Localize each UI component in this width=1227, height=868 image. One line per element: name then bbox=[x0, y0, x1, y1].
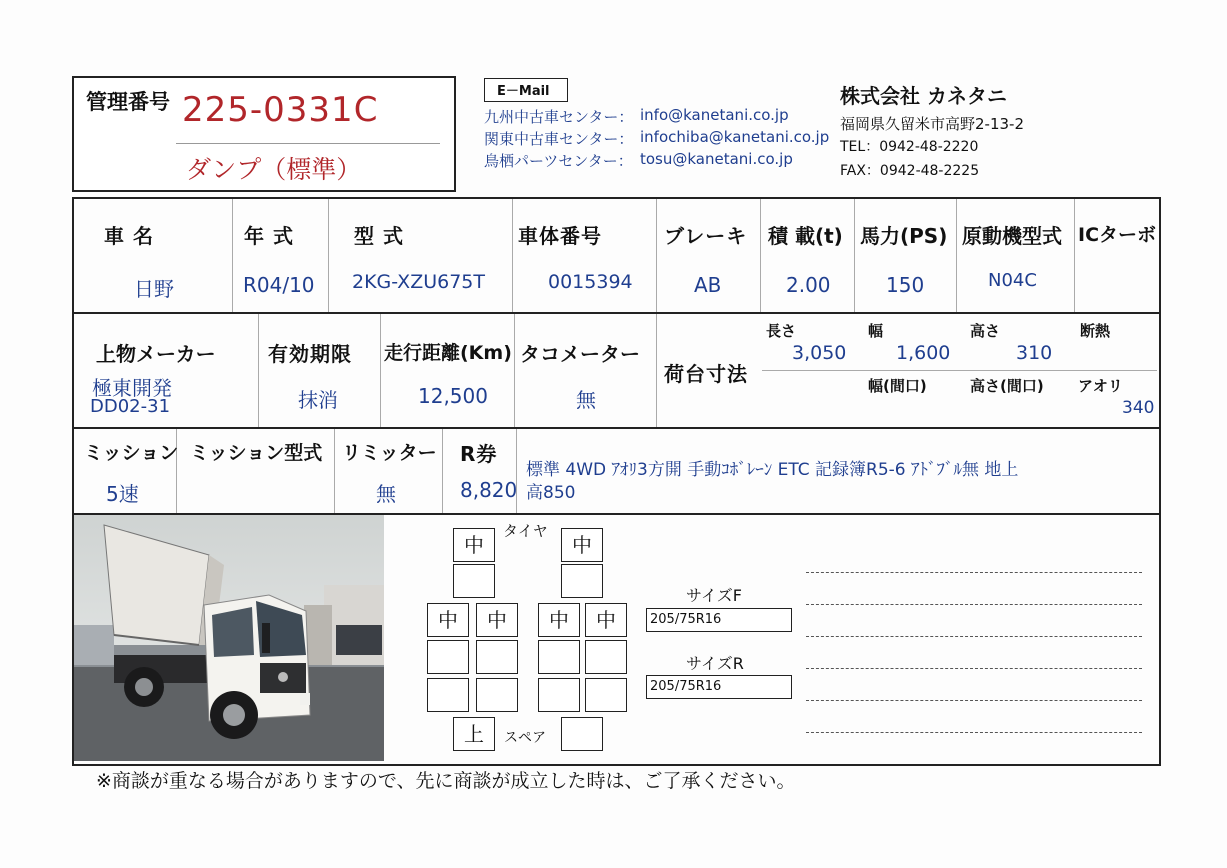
h-maker: 上物メーカー bbox=[96, 342, 216, 366]
email-center-3: 鳥栖パーツセンター： bbox=[484, 152, 633, 170]
h-dims: 荷台寸法 bbox=[664, 362, 748, 386]
size-r-value: 205/75R16 bbox=[646, 675, 792, 699]
h-valid: 有効期限 bbox=[268, 342, 352, 366]
h-power: 馬力(PS) bbox=[860, 224, 948, 248]
h-mission: ミッション bbox=[84, 442, 179, 464]
tire-rear-right-outer: 中 bbox=[585, 603, 627, 637]
notes-line-1: 標準 4WD ｱｵﾘ3方開 手動ｺﾎﾞﾚｰﾝ ETC 記録簿R5-6 ｱﾄﾞﾌﾞﾙ無 地上 bbox=[526, 460, 1019, 480]
tire-front-right-sub bbox=[561, 564, 603, 598]
v-brake: AB bbox=[694, 273, 722, 297]
tire-spare: 上 bbox=[453, 717, 495, 751]
v-model: 2KG-XZU675T bbox=[352, 271, 485, 293]
company-address: 福岡県久留米市高野2-13-2 bbox=[840, 115, 1024, 133]
l-height-open: 高さ(間口) bbox=[970, 377, 1044, 395]
email-address-1[interactable]: info@kanetani.co.jp bbox=[640, 106, 789, 124]
email-address-3[interactable]: tosu@kanetani.co.jp bbox=[640, 150, 793, 168]
v-maker-1: 極東開発 bbox=[92, 376, 172, 400]
h-tacho: タコメーター bbox=[520, 342, 640, 366]
size-r-label: サイズR bbox=[686, 654, 744, 673]
company-name: 株式会社 カネタニ bbox=[840, 84, 1007, 108]
h-year: 年 式 bbox=[244, 224, 294, 248]
l-height: 高さ bbox=[970, 322, 1001, 340]
l-width-open: 幅(間口) bbox=[868, 377, 927, 395]
tire-rear-left-outer: 中 bbox=[427, 603, 469, 637]
h-brake: ブレーキ bbox=[664, 224, 748, 248]
note-line bbox=[806, 604, 1142, 605]
h-engine: 原動機型式 bbox=[962, 224, 1062, 248]
v-aori: 340 bbox=[1122, 398, 1155, 418]
email-label: E－Mail bbox=[497, 84, 550, 99]
tire-rear-left-inner: 中 bbox=[476, 603, 518, 637]
v-load: 2.00 bbox=[786, 273, 831, 297]
h-load: 積 載(t) bbox=[768, 224, 843, 248]
h-limiter: リミッター bbox=[342, 442, 437, 464]
company-fax: FAX：0942-48-2225 bbox=[840, 163, 980, 179]
size-f-value: 205/75R16 bbox=[646, 608, 792, 632]
tire-front-left: 中 bbox=[453, 528, 495, 562]
h-chassis: 車体番号 bbox=[518, 224, 602, 248]
footer-note: ※商談が重なる場合がありますので、先に商談が成立した時は、ご了承ください。 bbox=[96, 770, 796, 792]
kanri-label: 管理番号 bbox=[86, 90, 170, 114]
email-center-1: 九州中古車センター： bbox=[484, 108, 634, 126]
v-limiter: 無 bbox=[376, 482, 396, 506]
v-maker-2: DD02-31 bbox=[90, 396, 171, 417]
v-year: R04/10 bbox=[243, 273, 315, 297]
email-address-2[interactable]: infochiba@kanetani.co.jp bbox=[640, 128, 830, 146]
v-mileage: 12,500 bbox=[418, 384, 488, 408]
v-car-name: 日野 bbox=[134, 277, 174, 301]
company-tel: TEL：0942-48-2220 bbox=[840, 139, 979, 155]
h-car-name: 車 名 bbox=[104, 224, 154, 248]
row-divider-1 bbox=[72, 312, 1159, 314]
h-turbo: ICターボ bbox=[1078, 224, 1157, 246]
h-mileage: 走行距離(Km) bbox=[384, 342, 512, 364]
category: ダンプ（標準） bbox=[186, 155, 362, 184]
row-divider-2 bbox=[72, 427, 1159, 429]
kanri-divider bbox=[176, 143, 440, 144]
tire-front-left-sub bbox=[453, 564, 495, 598]
v-mission: 5速 bbox=[106, 482, 139, 506]
h-model: 型 式 bbox=[354, 224, 404, 248]
tire-front-right: 中 bbox=[561, 528, 603, 562]
kanri-number: 225-0331C bbox=[182, 90, 379, 130]
l-width: 幅 bbox=[868, 322, 884, 340]
tire-spare-2 bbox=[561, 717, 603, 751]
l-insulation: 断熱 bbox=[1080, 322, 1111, 340]
l-length: 長さ bbox=[766, 322, 797, 340]
truck-photo bbox=[74, 515, 384, 761]
h-mission-type: ミッション型式 bbox=[190, 442, 323, 464]
note-line bbox=[806, 636, 1142, 637]
size-f-label: サイズF bbox=[686, 586, 742, 605]
note-line bbox=[806, 572, 1142, 573]
v-power: 150 bbox=[886, 273, 925, 297]
v-valid: 抹消 bbox=[298, 388, 338, 412]
spare-label: スペア bbox=[504, 730, 546, 746]
h-r-ticket: R券 bbox=[460, 442, 498, 466]
v-length: 3,050 bbox=[792, 342, 847, 364]
v-engine: N04C bbox=[988, 270, 1037, 291]
note-line bbox=[806, 668, 1142, 669]
notes-line-2: 高850 bbox=[526, 483, 576, 503]
v-chassis: 0015394 bbox=[548, 271, 633, 293]
note-line bbox=[806, 732, 1142, 733]
v-tacho: 無 bbox=[576, 388, 596, 412]
tire-rear-right-inner: 中 bbox=[538, 603, 580, 637]
v-width: 1,600 bbox=[896, 342, 951, 364]
v-r-ticket: 8,820 bbox=[460, 478, 518, 502]
note-line bbox=[806, 700, 1142, 701]
l-aori: アオリ bbox=[1078, 377, 1123, 395]
email-center-2: 関東中古車センター： bbox=[484, 130, 634, 148]
tire-label: タイヤ bbox=[503, 522, 548, 540]
v-height: 310 bbox=[1016, 342, 1053, 364]
